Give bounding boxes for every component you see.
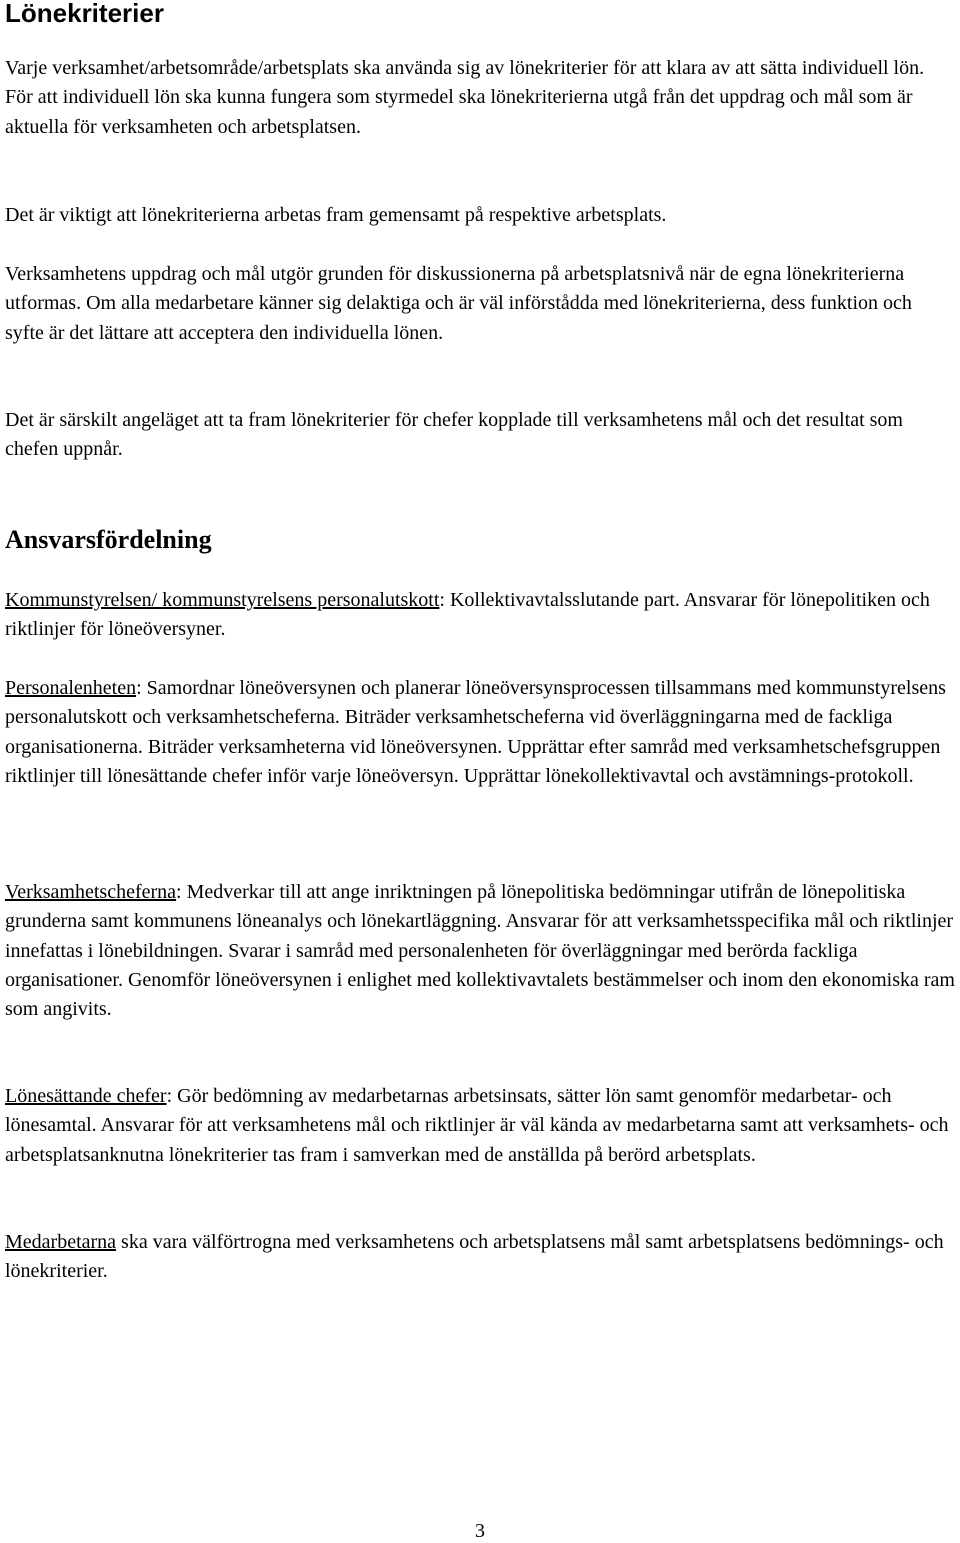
intro-paragraph-4: Det är särskilt angeläget att ta fram lönekriterier för chefer kopplade till verksamhetens mål och det resultat som chefen uppnår.: [5, 409, 903, 461]
role-kommunstyrelsen: [5, 586, 955, 645]
role-text: Medverkar till att ange inriktningen på lönepolitiska bedömningar utifrån de lönepolitiska grunderna samt kommunens löneanalys och lönekartläggning. Ansvarar för att verksamhetsspecifika mål och riktlinjer innefattas i lönebildningen. Svarar i samråd med personalenheten för överläggningar med berörda fackliga organisationer. Genomför löneöversynen i enlighet med kollektivavtalets bestämmelser och inom den ekonomiska ram som angivits.: [5, 881, 955, 1021]
intro-paragraph-2: Det är viktigt att lönekriterierna arbetas fram gemensamt på respektive arbetsplats.: [5, 204, 667, 226]
intro-paragraph-3: Verksamhetens uppdrag och mål utgör grunden för diskussionerna på arbetsplatsnivå när de egna lönekriterierna utformas. Om alla medarbetare känner sig delaktiga och är väl införstådda med lönekriterierna, dess funktion och syfte är det lättare att acceptera den individuella lönen.: [5, 263, 912, 344]
role-separator: :: [136, 677, 142, 699]
role-term: Personalenheten: [5, 677, 137, 699]
intro-paragraph-1: Varje verksamhet/arbetsområde/arbetsplats ska använda sig av lönekriterier för att klara av att sätta individuell lön. För att individuell lön ska kunna fungera som styrmedel ska lönekriterierna utgå från det uppdrag och mål som är aktuella för verksamheten och arbetsplatsen.: [5, 57, 925, 138]
role-separator: :: [176, 881, 182, 903]
heading-ansvarsfordelning: Ansvarsfördelning: [5, 525, 212, 554]
role-term: Kommunstyrelsen/ kommunstyrelsens personalutskott: [5, 589, 440, 611]
role-separator: :: [166, 1085, 173, 1107]
role-text: Samordnar löneöversynen och planerar löneöversynsprocessen tillsammans med kommunstyrelsens personalutskott och verksamhetscheferna. Biträder verksamhetscheferna vid överläggningarna med de fackliga organisationerna. Biträder verksamheterna vid löneöversynen. Upprättar efter samråd med verksamhetschefsgruppen riktlinjer till lönesättande chefer inför varje löneöversyn. Upprättar lönekollektivavtal och avstämnings-protokoll.: [5, 677, 946, 787]
role-text: ska vara välförtrogna med verksamhetens och arbetsplatsens mål samt arbetsplatsens bedömnings- och lönekriterier.: [5, 1231, 944, 1283]
role-term: Verksamhetscheferna: [5, 881, 177, 903]
heading-lonekriterier: Lönekriterier: [5, 0, 164, 28]
page-number: 3: [475, 1520, 485, 1542]
role-text: Kollektivavtalsslutande part. Ansvarar för lönepolitiken och riktlinjer för löneöversyner.: [5, 589, 930, 641]
role-lonesattande-chefer: [5, 1082, 955, 1170]
role-personalenheten: [5, 674, 955, 791]
role-text: Gör bedömning av medarbetarnas arbetsinsats, sätter lön samt genomför medarbetar- och lönesamtal. Ansvarar för att verksamhetens mål och riktlinjer är väl kända av medarbetarna samt att verksamhets- och arbetsplatsanknutna lönekriterier tas fram i samverkan med de anställda på berörd arbetsplats.: [5, 1085, 949, 1166]
role-term: Lönesättande chefer: [5, 1085, 167, 1107]
role-term: Medarbetarna: [5, 1231, 117, 1253]
role-separator: :: [439, 589, 445, 611]
role-medarbetarna: [5, 1228, 955, 1287]
role-verksamhetscheferna: [5, 878, 955, 1024]
